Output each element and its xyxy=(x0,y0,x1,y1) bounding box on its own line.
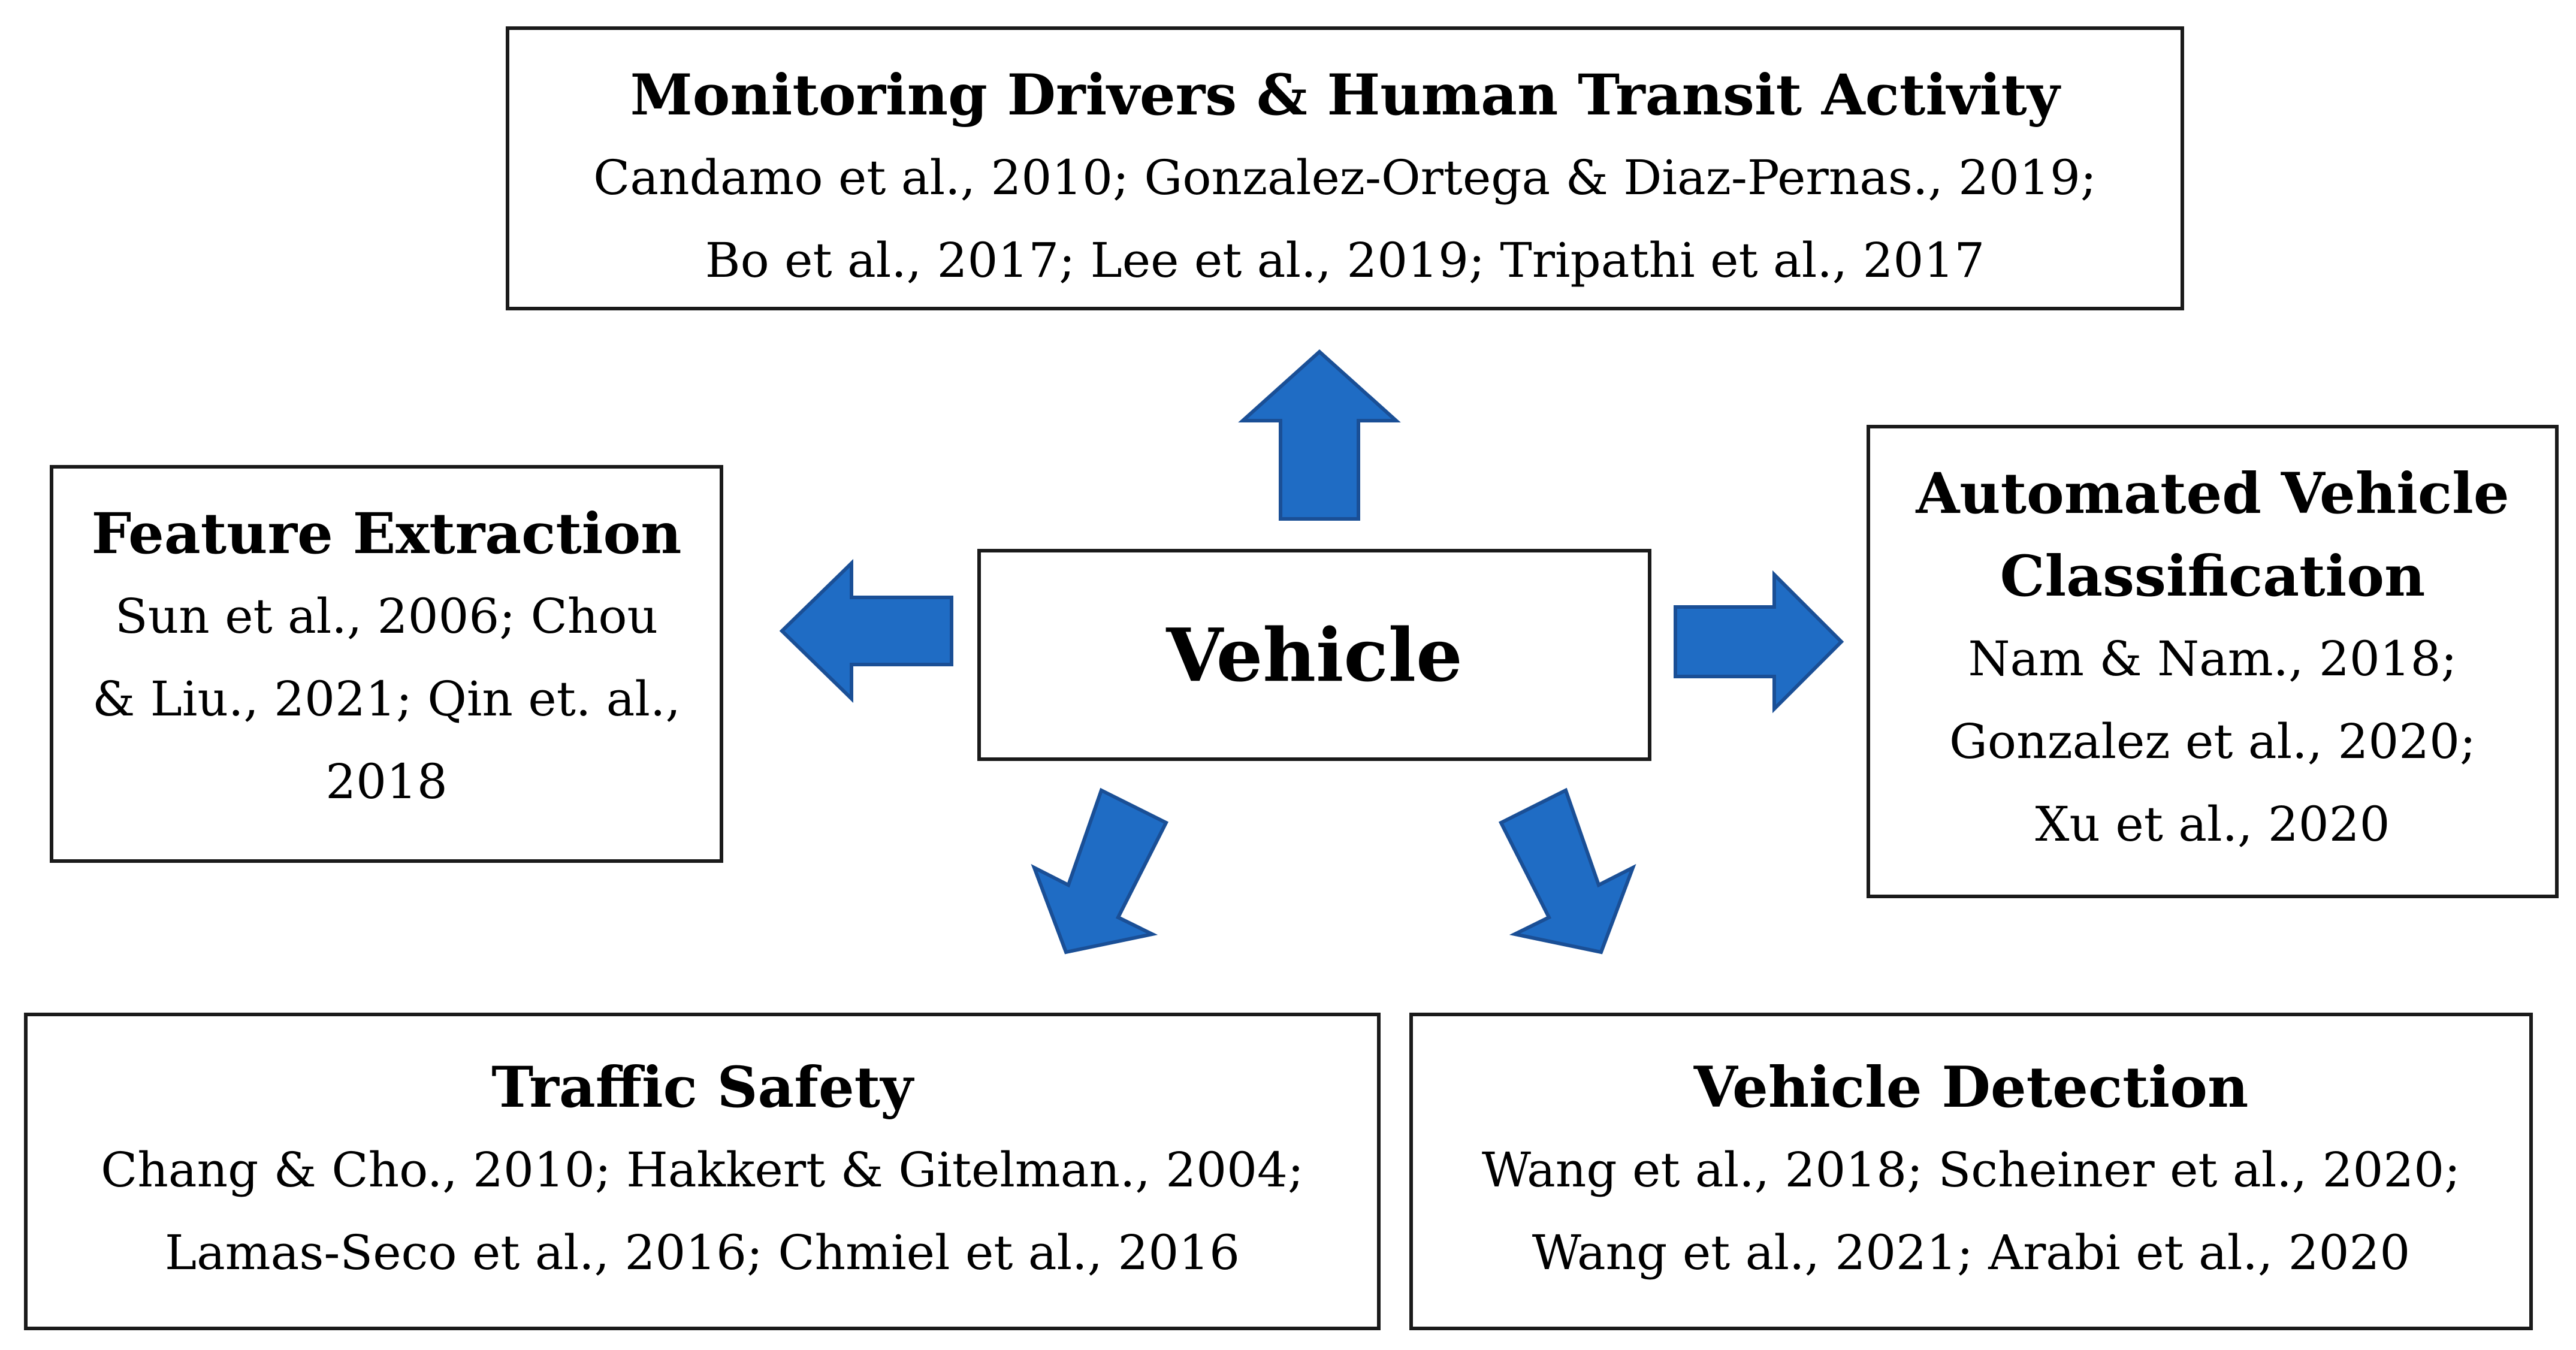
box-vehicle-center xyxy=(977,549,1651,761)
box-feature-extraction xyxy=(50,465,723,863)
box-automated-classification xyxy=(1867,425,2559,898)
box-title-feature: Feature Extraction xyxy=(91,501,682,567)
center-label: Vehicle xyxy=(1166,612,1463,698)
box-title-detection: Vehicle Detection xyxy=(1693,1055,2249,1121)
box-title-monitoring: Monitoring Drivers & Human Transit Activity xyxy=(630,62,2060,128)
arrow-down-right xyxy=(1501,790,1633,952)
arrow-up xyxy=(1243,352,1396,519)
box-monitoring-drivers xyxy=(506,26,2184,310)
box-refs-automated: Nam & Nam., 2018; Gonzalez et al., 2020; Xu et al., 2020 xyxy=(1949,631,2476,852)
box-refs-feature: Sun et al., 2006; Chou & Liu., 2021; Qin et. al., 2018 xyxy=(92,588,681,810)
box-refs-traffic: Chang & Cho., 2010; Hakkert & Gitelman., 2004; Lamas-Seco et al., 2016; Chmiel et al., 2016 xyxy=(101,1142,1304,1280)
arrow-left xyxy=(782,563,952,699)
box-refs-monitoring: Candamo et al., 2010; Gonzalez-Ortega & Diaz-Pernas., 2019; Bo et al., 2017; Lee et al., 2019; Tripathi et al., 2017 xyxy=(593,150,2097,288)
box-title-automated: Automated Vehicle Classification xyxy=(1916,461,2509,609)
box-traffic-safety xyxy=(24,1013,1381,1330)
box-vehicle-detection xyxy=(1409,1013,2533,1330)
arrow-right xyxy=(1675,575,1841,709)
box-refs-detection: Wang et al., 2018; Scheiner et al., 2020; Wang et al., 2021; Arabi et al., 2020 xyxy=(1481,1142,2461,1280)
box-title-traffic: Traffic Safety xyxy=(491,1055,913,1121)
arrow-down-left xyxy=(1034,790,1166,952)
